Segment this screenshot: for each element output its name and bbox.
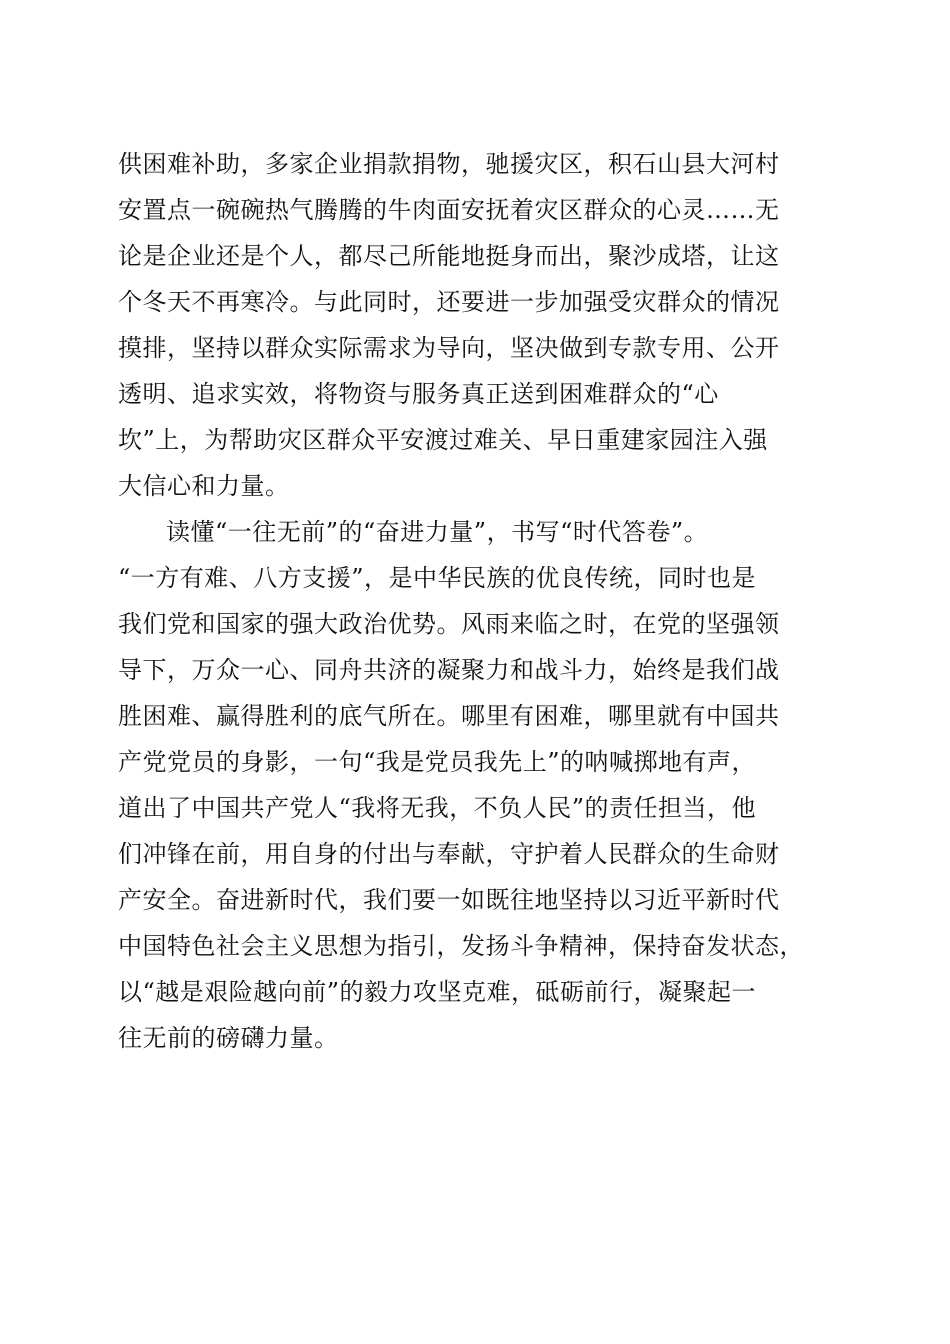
text-line: 透明、追求实效，将物资与服务真正送到困难群众的“心	[118, 380, 719, 408]
paragraph-heading-line: 读懂“一往无前”的“奋进力量”，书写“时代答卷”。	[166, 518, 709, 546]
text-line: 个冬天不再寒冷。与此同时，还要进一步加强受灾群众的情况	[118, 288, 780, 316]
text-line: 我们党和国家的强大政治优势。风雨来临之时，在党的坚强领	[118, 610, 780, 638]
text-line: 们冲锋在前，用自身的付出与奉献，守护着人民群众的生命财	[118, 840, 780, 868]
text-line: 安置点一碗碗热气腾腾的牛肉面安抚着灾区群众的心灵……无	[118, 196, 780, 224]
text-line: “一方有难、八方支援”，是中华民族的优良传统，同时也是	[118, 564, 757, 592]
text-line: 往无前的磅礴力量。	[118, 1024, 339, 1052]
text-line: 论是企业还是个人，都尽己所能地挺身而出，聚沙成塔，让这	[118, 242, 780, 270]
text-line: 导下，万众一心、同舟共济的凝聚力和战斗力，始终是我们战	[118, 656, 780, 684]
text-line: 供困难补助，多家企业捐款捐物，驰援灾区，积石山县大河村	[118, 150, 780, 178]
text-line: 产党党员的身影，一句“我是党员我先上”的呐喊掷地有声，	[118, 748, 757, 776]
text-line: 中国特色社会主义思想为指引，发扬斗争精神，保持奋发状态，	[118, 932, 804, 960]
text-line: 坎”上，为帮助灾区群众平安渡过难关、早日重建家园注入强	[118, 426, 768, 454]
text-line: 胜困难、赢得胜利的底气所在。哪里有困难，哪里就有中国共	[118, 702, 780, 730]
text-line: 道出了中国共产党人“我将无我，不负人民”的责任担当，他	[118, 794, 757, 822]
text-line: 大信心和力量。	[118, 472, 290, 500]
text-line: 以“越是艰险越向前”的毅力攻坚克难，砥砺前行，凝聚起一	[118, 978, 757, 1006]
text-line: 产安全。奋进新时代，我们要一如既往地坚持以习近平新时代	[118, 886, 780, 914]
text-line: 摸排，坚持以群众实际需求为导向，坚决做到专款专用、公开	[118, 334, 780, 362]
